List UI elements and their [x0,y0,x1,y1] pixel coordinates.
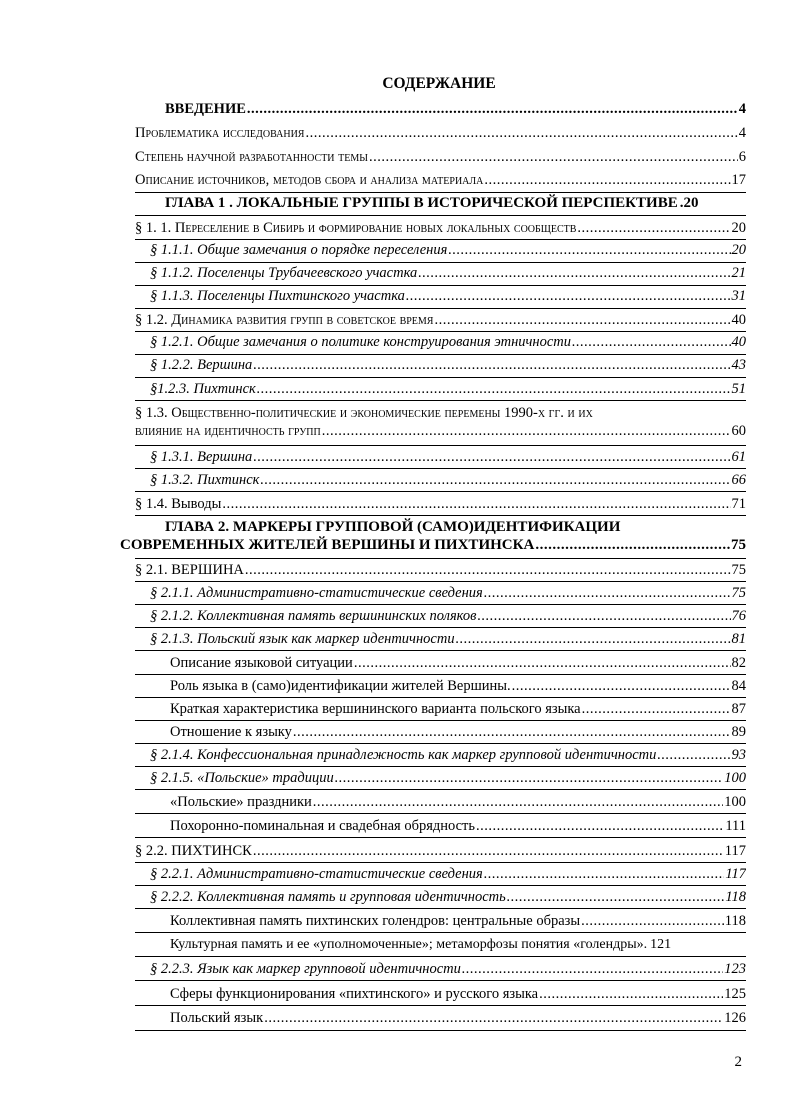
toc-entry[interactable]: § 2.1. ВЕРШИНА ..... 75 [135,561,746,579]
divider [135,980,746,981]
divider [135,789,746,790]
toc-entry[interactable]: «Польские» праздники ..... 100 [170,793,746,811]
divider [135,1030,746,1031]
toc-entry[interactable]: Культурная память и ее «уполномоченные»; метаморфозы понятия «голендры». 121 [170,937,672,952]
toc-entry[interactable]: Проблематика исследования ..... 4 [135,124,746,142]
toc-entry[interactable]: Описание источников, методов сбора и анализа материала ..... 17 [135,171,746,189]
toc-entry[interactable]: § 2.1.3. Польский язык как маркер идентичности ..... 81 [150,630,746,648]
divider [135,862,746,863]
divider [135,743,746,744]
divider [135,400,746,401]
toc-entry[interactable]: Коллективная память пихтинских голендров: центральные образы ..... 118 [170,912,746,930]
toc-entry[interactable]: § 1.1.2. Поселенцы Трубачеевского участка ..... 21 [150,264,746,282]
divider [135,308,746,309]
divider [135,650,746,651]
toc-entry[interactable]: Описание языковой ситуации ..... 82 [170,654,746,672]
toc-entry[interactable]: Польский язык ..... 126 [170,1009,746,1027]
page-number: 2 [734,1054,742,1070]
toc-entry[interactable]: § 2.1.2. Коллективная память вершининских поляков ..... 76 [150,607,746,625]
toc-entry[interactable]: § 2.2.3. Язык как маркер групповой идентичности ..... 123 [150,960,746,978]
divider [135,956,746,957]
toc-entry[interactable]: §1.2.3. Пихтинск ..... 51 [150,380,746,398]
toc-entry[interactable]: § 1.1.1. Общие замечания о порядке переселения ..... 20 [150,241,746,259]
divider [135,491,746,492]
divider [135,766,746,767]
toc-title: СОДЕРЖАНИЕ [382,75,496,92]
toc-entry[interactable]: § 1.2.1. Общие замечания о политике конструирования этничности ..... 40 [150,333,746,351]
divider [135,908,746,909]
divider [135,885,746,886]
toc-entry[interactable]: § 1.2.2. Вершина ..... 43 [150,356,746,374]
toc-entry[interactable]: § 1.1.3. Поселенцы Пихтинского участка ..... 31 [150,287,746,305]
divider [135,515,746,516]
divider [135,215,746,216]
divider [135,445,746,446]
divider [135,239,746,240]
divider [135,192,746,193]
divider [135,377,746,378]
toc-entry[interactable]: § 2.1.4. Конфессиональная принадлежность как маркер групповой идентичности ..... 93 [150,746,746,764]
toc-entry[interactable]: Сферы функционирования «пихтинского» и русского языка ..... 125 [170,985,746,1003]
toc-entry-chapter-2[interactable]: ГЛАВА 2. МАРКЕРЫ ГРУППОВОЙ (САМО)ИДЕНТИФИКАЦИИ СОВРЕМЕННЫХ ЖИТЕЛЕЙ ВЕРШИНЫ И ПИХТИНСКА ..... 75 [120,518,746,554]
toc-entry-chapter-1[interactable]: ГЛАВА 1 . ЛОКАЛЬНЫЕ ГРУППЫ В ИСТОРИЧЕСКОЙ ПЕРСПЕКТИВЕ . 20 [165,195,699,211]
toc-entry[interactable]: Степень научной разработанности темы ..... 6 [135,148,746,166]
divider [135,354,746,355]
divider [135,1005,746,1006]
divider [135,331,746,332]
toc-entry[interactable]: Роль языка в (само)идентификации жителей Вершины. ..... 84 [170,677,746,695]
divider [135,581,746,582]
toc-entry[interactable]: § 2.2. ПИХТИНСК ..... 117 [135,842,746,860]
divider [135,468,746,469]
divider [135,558,746,559]
divider [135,932,746,933]
divider [135,285,746,286]
toc-entry[interactable]: § 1.4. Выводы ..... 71 [135,495,746,513]
toc-entry[interactable]: Отношение к языку ..... 89 [170,723,746,741]
divider [135,604,746,605]
toc-entry[interactable]: § 2.2.1. Административно-статистические сведения ..... 117 [150,865,746,883]
divider [135,674,746,675]
toc-entry[interactable]: § 1.3.2. Пихтинск ..... 66 [150,471,746,489]
toc-entry[interactable]: § 2.2.2. Коллективная память и групповая идентичность ..... 118 [150,888,746,906]
divider [135,627,746,628]
toc-entry[interactable]: § 1.2. Динамика развития групп в советское время ..... 40 [135,311,746,329]
divider [135,720,746,721]
toc-entry[interactable]: § 1.3. Общественно-политические и экономические перемены 1990-х гг. и их влияние на идентичность групп ..... 60 [135,404,746,440]
toc-entry[interactable]: § 1.3.1. Вершина ..... 61 [150,448,746,466]
toc-entry[interactable]: § 1. 1. Переселение в Сибирь и формирование новых локальных сообществ ..... 20 [135,219,746,237]
divider [135,697,746,698]
divider [135,813,746,814]
toc-entry[interactable]: § 2.1.1. Административно-статистические сведения ..... 75 [150,584,746,602]
divider [135,262,746,263]
toc-entry[interactable]: § 2.1.5. «Польские» традиции ..... 100 [150,769,746,787]
toc-entry-introduction[interactable]: ВВЕДЕНИЕ ..... 4 [165,100,746,118]
toc-entry[interactable]: Краткая характеристика вершининского варианта польского языка ..... 87 [170,700,746,718]
toc-entry[interactable]: Похоронно-поминальная и свадебная обрядность ..... 111 [170,817,746,835]
divider [135,837,746,838]
